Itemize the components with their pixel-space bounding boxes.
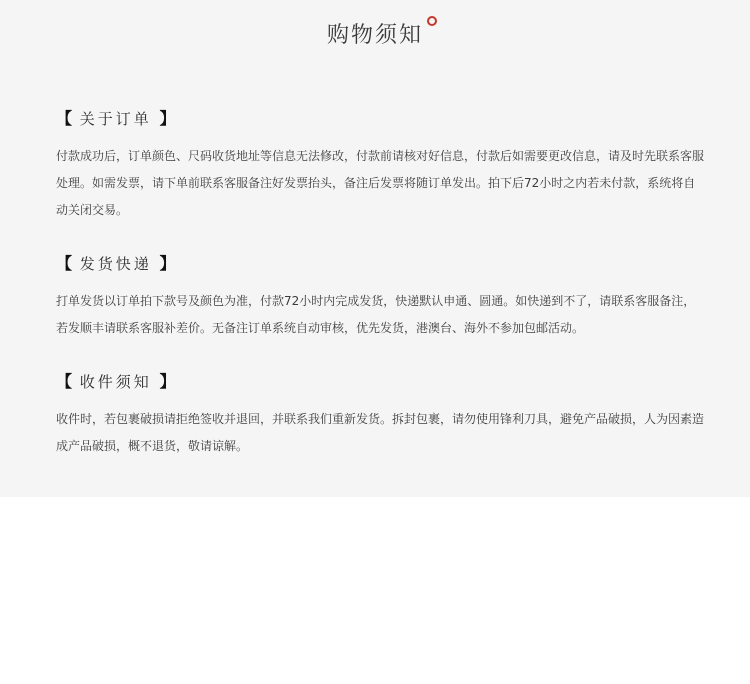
- section-heading: [56, 106, 706, 129]
- circle-dot-icon: [427, 16, 437, 26]
- section-heading-label: 发货快递: [79, 255, 152, 273]
- open-bracket: 【: [56, 254, 73, 273]
- section-body: 打单发货以订单拍下款号及颜色为准，付款72小时内完成发货，快递默认申通、圆通。如快递到不了，请联系客服备注，若发顺丰请联系客服补差价。无备注订单系统自动审核，优先发货，港澳台、海外不参加包邮活动。: [56, 294, 696, 335]
- section-heading-label: 收件须知: [79, 373, 152, 391]
- section-shipping: [56, 251, 706, 342]
- section-heading-label: 关于订单: [79, 110, 152, 128]
- section-heading: [56, 251, 706, 274]
- close-bracket: 】: [159, 109, 176, 128]
- page-title-wrap: [327, 18, 423, 49]
- open-bracket: 【: [56, 372, 73, 391]
- close-bracket: 】: [159, 254, 176, 273]
- open-bracket: 【: [56, 109, 73, 128]
- section-body: 收件时，若包裹破损请拒绝签收并退回，并联系我们重新发货。拆封包裹，请勿使用锋利刀具，避免产品破损，人为因素造成产品破损，概不退货，敬请谅解。: [56, 412, 705, 453]
- section-heading: [56, 369, 706, 392]
- page-title: 购物须知: [326, 23, 423, 48]
- page-title-row: [0, 18, 750, 49]
- section-receiving: [56, 369, 706, 460]
- close-bracket: 】: [159, 372, 176, 391]
- section-body: 付款成功后，订单颜色、尺码收货地址等信息无法修改，付款前请核对好信息，付款后如需要更改信息，请及时先联系客服处理。如需发票，请下单前联系客服备注好发票抬头，备注后发票将随订单发出。拍下后72小时之内若未付款，系统将自动关闭交易。: [56, 149, 705, 217]
- section-about-order: [56, 106, 706, 224]
